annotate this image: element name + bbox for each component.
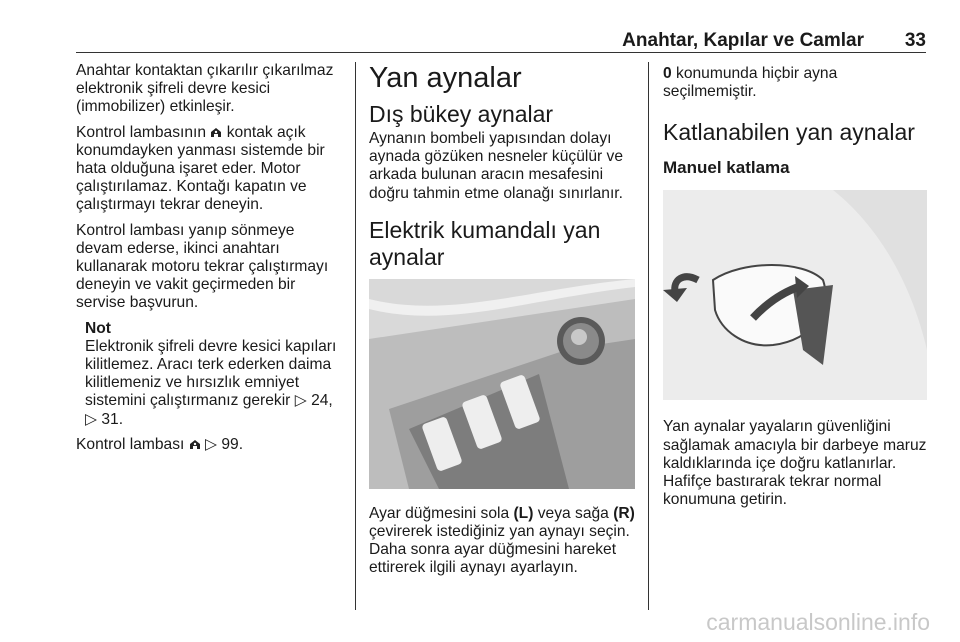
label-left: (L) bbox=[513, 504, 534, 522]
note-heading: Not bbox=[85, 319, 111, 337]
paragraph bbox=[663, 65, 927, 101]
heading-electric-mirrors: Elektrik kumandalı yan aynalar bbox=[369, 216, 601, 270]
page-header bbox=[76, 30, 926, 53]
paragraph: Aynanın bombeli yapısından dolayı aynada gözüken nesneler küçülür ve arkada bulunan aracın mesafesini doğru tahmin etme olanağı sınırlanır. bbox=[369, 130, 623, 202]
paragraph: Kontrol lambası yanıp sönmeye devam ederse, ikinci anahtarı kullanarak motoru tekrar çalıştırmayı deneyin ve vakit geçirmeden bir servise başvurun. bbox=[76, 221, 329, 312]
mirror-switch-illustration bbox=[369, 279, 635, 489]
paragraph: Yan aynalar yayaların güvenliğini sağlamak amacıyla bir darbeye maruz kaldıklarında içe doğru katlanırlar. Hafifçe bastırarak tekrar normal konumuna getirin. bbox=[663, 418, 927, 509]
heading-manual-folding: Manuel katlama bbox=[663, 158, 790, 178]
note-block bbox=[85, 320, 344, 429]
text: konumunda hiçbir ayna seçilmemiştir. bbox=[663, 65, 838, 101]
immobilizer-lamp-icon bbox=[210, 126, 222, 138]
paragraph bbox=[76, 124, 344, 215]
mirror-folding-illustration bbox=[663, 190, 927, 400]
text: Ayar düğmesini sola bbox=[369, 504, 510, 522]
text: Elektronik şifreli devre kesici kapıları kilitlemez. Aracı terk ederken daima kilitlemeniz ve hırsızlık emniyet sistemini çalıştırmanız gerekir bbox=[85, 337, 337, 410]
reference-arrow-icon: ▷ bbox=[85, 410, 97, 428]
watermark: carmanualsonline.info bbox=[706, 609, 930, 635]
column-divider bbox=[648, 62, 649, 610]
section-title: Anahtar, Kapılar ve Camlar bbox=[622, 30, 864, 51]
page-reference[interactable]: 99. bbox=[221, 435, 244, 453]
page-reference[interactable]: 24, bbox=[311, 392, 333, 410]
reference-arrow-icon: ▷ bbox=[294, 392, 307, 410]
immobilizer-lamp-icon bbox=[189, 438, 201, 450]
position-zero: 0 bbox=[663, 65, 672, 82]
label-right: (R) bbox=[613, 504, 635, 522]
reference-arrow-icon: ▷ bbox=[205, 435, 218, 453]
text: Kontrol lambasının bbox=[76, 123, 207, 141]
column-divider bbox=[355, 62, 356, 610]
text: çevirerek istediğiniz yan aynayı seçin. Daha sonra ayar düğmesini hareket ettirerek ilgili aynayı ayarlayın. bbox=[369, 523, 630, 577]
mirror-switch-photo bbox=[369, 279, 635, 489]
note-text bbox=[85, 338, 344, 429]
page-number: 33 bbox=[904, 30, 926, 51]
mirror-fold-drawing bbox=[663, 190, 927, 400]
column-left bbox=[76, 62, 344, 461]
paragraph bbox=[76, 436, 344, 454]
paragraph bbox=[369, 505, 635, 578]
heading-side-mirrors: Yan aynalar bbox=[369, 62, 522, 94]
text: veya sağa bbox=[537, 504, 609, 522]
heading-convex-mirrors: Dış bükey aynalar bbox=[369, 101, 554, 127]
text: kontak açık konumdayken yanması sistemde bir hata olduğuna işaret eder. Motor çalıştırılamaz. Kontağı kapatın ve çalıştırmayı tekrar deneyin. bbox=[76, 123, 325, 214]
text: Kontrol lambası bbox=[76, 435, 185, 453]
heading-folding-mirrors: Katlanabilen yan aynalar bbox=[663, 119, 915, 146]
page-reference[interactable]: 31. bbox=[101, 410, 124, 428]
paragraph: Anahtar kontaktan çıkarılır çıkarılmaz elektronik şifreli devre kesici (immobilizer) etkinleşir. bbox=[76, 62, 334, 116]
column-middle bbox=[369, 62, 635, 585]
column-right bbox=[663, 62, 927, 516]
